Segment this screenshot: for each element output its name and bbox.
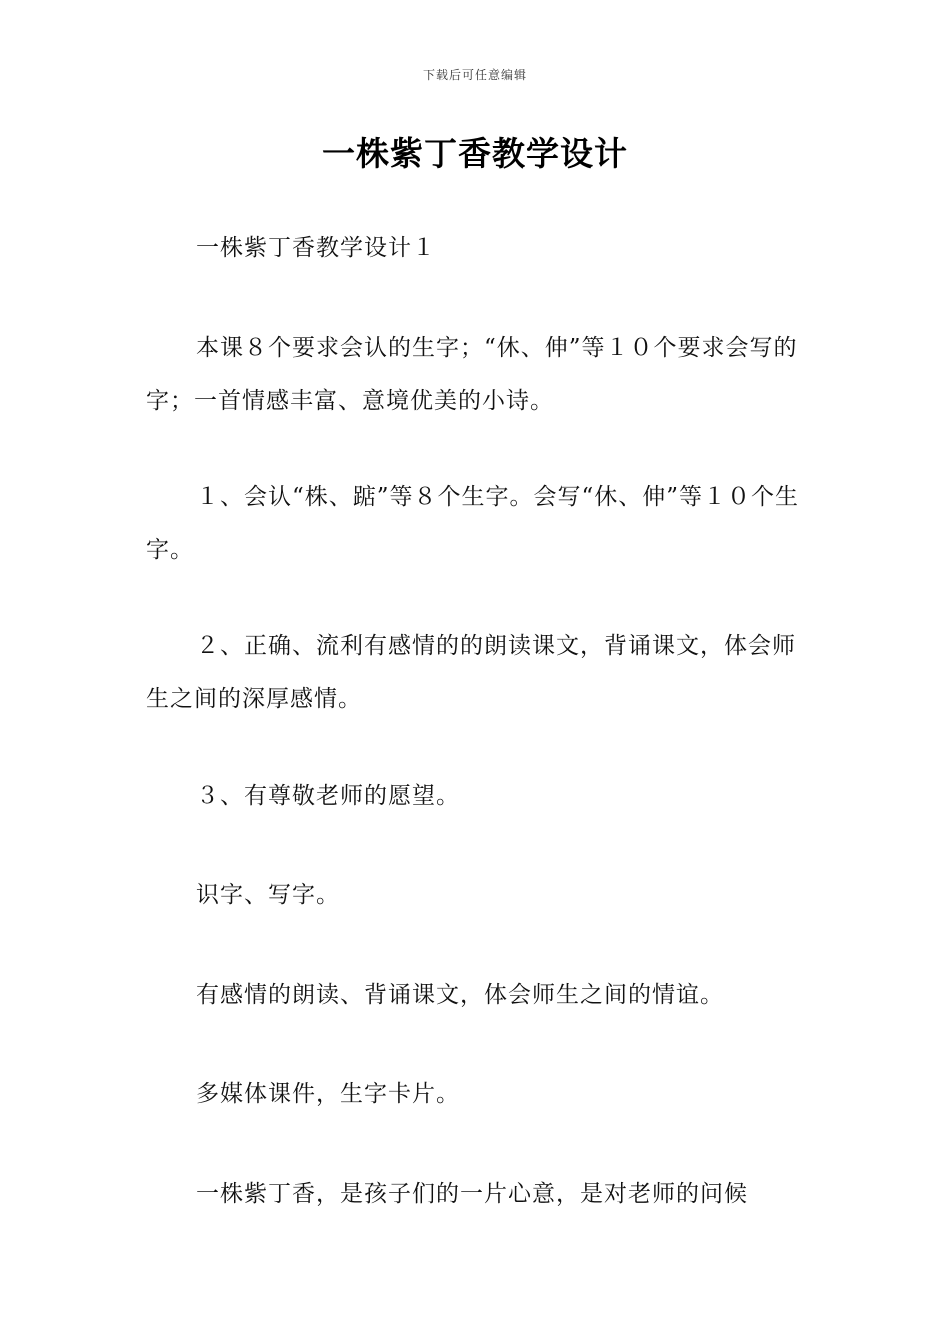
paragraph-materials: 多媒体课件，生字卡片。 [196,1081,460,1107]
document-title: 一株紫丁香教学设计 [322,134,628,173]
paragraph-goal-1: １、会认“株、踮”等８个生字。会写“休、伸”等１０个生字。 [146,484,800,563]
paragraph-key-point: 识字、写字。 [196,882,340,908]
paragraph-difficulty: 有感情的朗读、背诵课文，体会师生之间的情谊。 [196,982,724,1008]
paragraph-subtitle: 一株紫丁香教学设计１ [196,235,436,261]
paragraph-intro: 一株紫丁香，是孩子们的一片心意，是对老师的问候 [196,1181,748,1207]
paragraph-overview: 本课８个要求会认的生字；“休、伸”等１０个要求会写的字；一首情感丰富、意境优美的小诗。 [146,335,798,414]
header-note: 下载后可任意编辑 [422,68,527,82]
paragraph-goal-3: ３、有尊敬老师的愿望。 [196,783,460,809]
paragraph-goal-2: ２、正确、流利有感情的的朗读课文，背诵课文，体会师生之间的深厚感情。 [146,633,796,712]
